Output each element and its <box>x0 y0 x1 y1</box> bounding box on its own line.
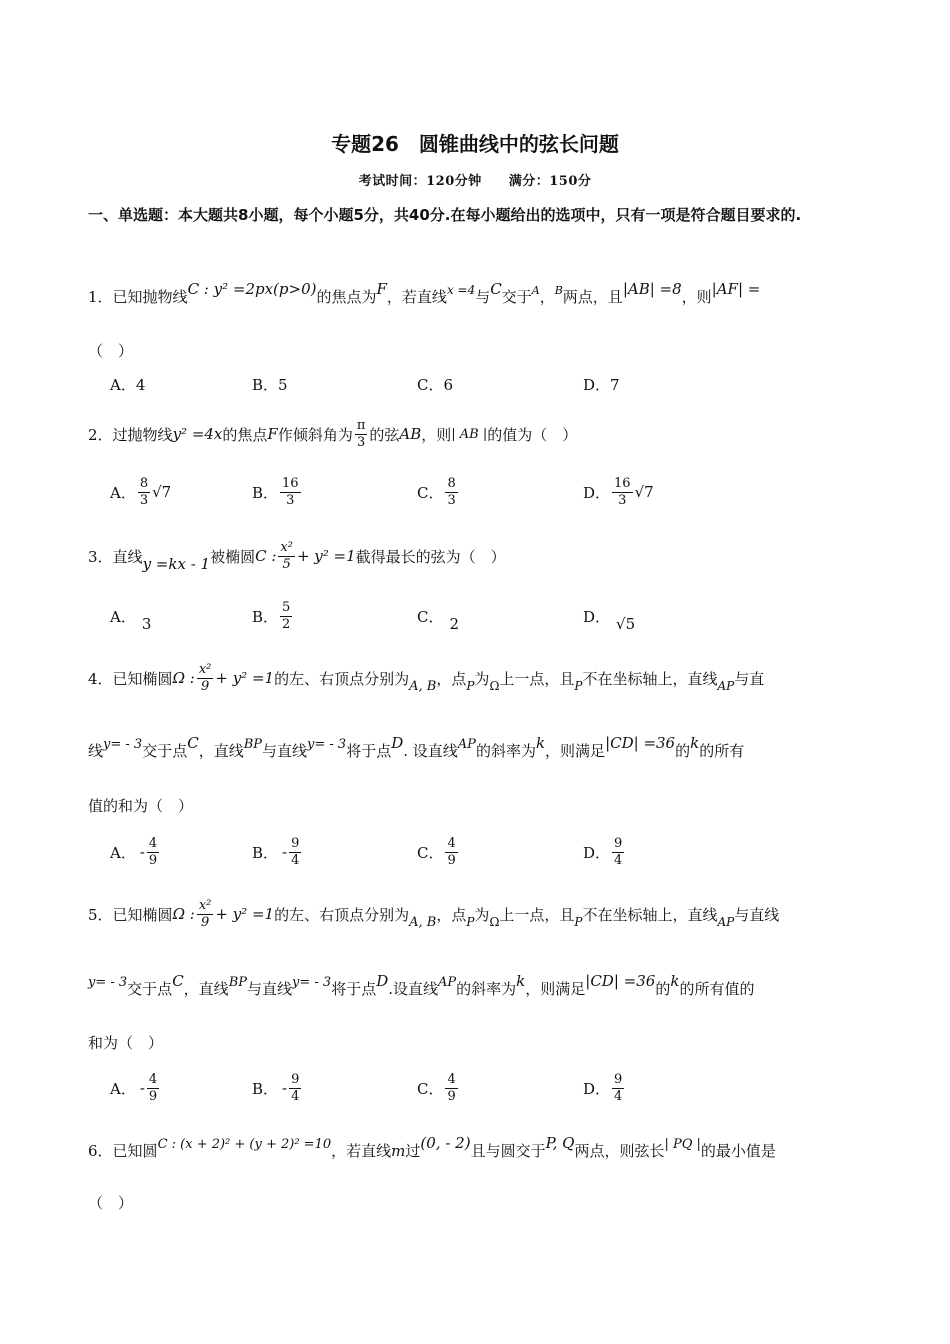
question-number: 3． <box>88 547 113 566</box>
option-d[interactable]: D． $\frac{9}{4}$ <box>583 1071 623 1104</box>
question-2: 2． 过抛物线 y² =4x 的焦点 F 作倾斜角为 $\frac{\pi}{3}$ 的弦 AB ，则 | AB | 的值为（ ） <box>88 417 578 450</box>
option-a[interactable]: A． 3 <box>110 607 152 633</box>
question-5-line2: y= - 3交于点C，直线BP与直线y= - 3将于点D.设直线AP的斜率为k，则满足|CD| =36的k的所有值的 <box>88 972 755 998</box>
question-number: 1． <box>88 288 113 306</box>
question-1-paren: （ ） <box>88 342 134 360</box>
option-c[interactable]: C． 6 <box>417 375 454 394</box>
option-d[interactable]: D． $\frac{9}{4}$ <box>583 835 623 868</box>
option-d[interactable]: D． 7 <box>583 375 620 394</box>
fraction: $\frac{\text{x²}}{5}$ <box>280 539 293 572</box>
question-number: 2． <box>88 425 113 444</box>
question-5: 5． 已知椭圆 Ω : $\frac{\text{x²}}{9}$ + y² =1 的左、右顶点分别为 A, B ，点 P 为 Ω 上一点，且 P 不在坐标轴上，直线 AP 与直线 <box>88 897 780 930</box>
option-a[interactable]: A． 4 <box>110 375 146 394</box>
option-b[interactable]: B． $\frac{5}{2}$ <box>252 599 291 632</box>
option-a[interactable]: A． - $\frac{4}{9}$ <box>110 1071 158 1104</box>
option-a[interactable]: A． - $\frac{4}{9}$ <box>110 835 158 868</box>
question-number: 6． <box>88 1142 113 1160</box>
option-c[interactable]: C． $\frac{4}{9}$ <box>417 835 456 868</box>
question-6: 6．已知圆C : (x + 2)² + (y + 2)² =10，若直线m过(0, - 2)且与圆交于P, Q两点，则弦长| PQ |的最小值是 <box>88 1134 776 1160</box>
option-b[interactable]: B． - $\frac{9}{4}$ <box>252 1071 300 1104</box>
section-header: 一、单选题：本大题共8小题，每个小题5分，共40分.在每小题给出的选项中，只有一项是符合题目要求的. <box>88 206 802 224</box>
question-6-line2: （ ） <box>88 1194 134 1212</box>
option-c[interactable]: C． 2 <box>417 607 460 633</box>
question-number: 4． <box>88 669 113 688</box>
option-b[interactable]: B． 5 <box>252 375 288 394</box>
question-4-line3: 值的和为（ ） <box>88 797 194 815</box>
question-4-line2: 线y= - 3交于点C，直线BP与直线y= - 3将于点D. 设直线AP的斜率为k，则满足|CD| =36的k的所有 <box>88 734 745 760</box>
option-d[interactable]: D． $\frac{16}{3}$ √7 <box>583 475 654 508</box>
question-5-line3: 和为（ ） <box>88 1034 164 1052</box>
exam-info: 考试时间：120分钟 满分：150分 <box>358 174 592 189</box>
question-4: 4． 已知椭圆 Ω : $\frac{\text{x²}}{9}$ + y² =1 的左、右顶点分别为 A, B ，点 P 为 Ω 上一点，且 P 不在坐标轴上，直线 AP 与直 <box>88 661 765 694</box>
option-a[interactable]: A． $\frac{8}{3}$ √7 <box>110 475 172 508</box>
option-c[interactable]: C． $\frac{4}{9}$ <box>417 1071 456 1104</box>
question-3: 3． 直线 y =kx - 1 被椭圆 C : $\frac{\text{x²}}{5}$ + y² =1 截得最长的弦为（ ） <box>88 539 506 573</box>
page-title: 专题26 圆锥曲线中的弦长问题 <box>331 132 619 156</box>
fraction: $\frac{\pi}{3}$ <box>356 417 366 450</box>
option-b[interactable]: B． - $\frac{9}{4}$ <box>252 835 300 868</box>
option-b[interactable]: B． $\frac{16}{3}$ <box>252 475 299 508</box>
question-1: 1．已知抛物线C : y² =2px(p>0)的焦点为F，若直线$^{x =4}$与C交于$^A$，$^B$两点，且|AB| =8，则|AF| = <box>88 280 761 306</box>
question-number: 5． <box>88 905 113 924</box>
option-d[interactable]: D． √5 <box>583 607 636 633</box>
option-c[interactable]: C． $\frac{8}{3}$ <box>417 475 456 508</box>
